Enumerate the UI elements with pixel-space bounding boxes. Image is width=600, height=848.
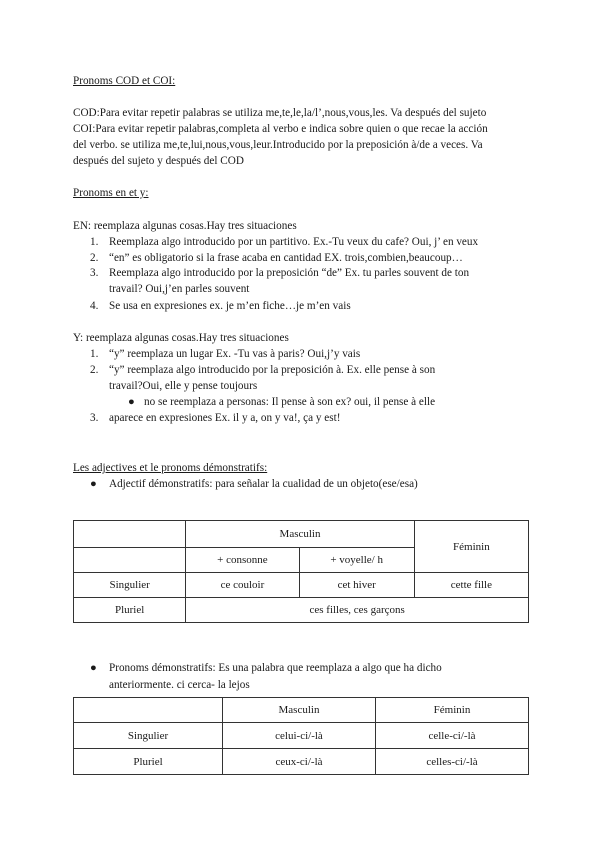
en-item-3-line-1: Reemplaza algo introducido por la preposición “de” Ex. tu parles souvent de ton [109, 267, 470, 279]
cell-ceux: ceux-ci/-là [223, 749, 376, 775]
cell-cet: cet hiver [299, 573, 414, 598]
coi-line-1: COI:Para evitar repetir palabras,completa al verbo e indica sobre quien o que recae la acción [73, 123, 488, 135]
pron-bullet-line-2: anteriormente. ci cerca- la lejos [109, 679, 250, 691]
y-item-3: aparece en expresiones Ex. il y a, on y va!, ça y est! [109, 412, 341, 424]
section-title-cod-coi: Pronoms COD et COI: [73, 75, 176, 87]
en-item-1: Reemplaza algo introducido por un partitivo. Ex.-Tu veux du cafe? Oui, j’ en veux [109, 236, 479, 248]
coi-line-3: después del sujeto y después del COD [73, 155, 244, 167]
bullet-icon: ● [90, 478, 97, 490]
y-item-1: “y” reemplaza un lugar Ex. -Tu vas à paris? Oui,j’y vais [109, 348, 361, 360]
coi-line-2: del verbo. se utiliza me,te,lui,nous,vous,leur.Introducido por la preposición à/de a veces. Va [73, 139, 483, 151]
bullet-icon: ● [128, 396, 135, 408]
cell-celle: celle-ci/-là [376, 723, 529, 749]
en-item-2-number: 2. [90, 252, 99, 264]
y-item-3-number: 3. [90, 412, 99, 424]
en-item-4: Se usa en expresiones ex. je m’en fiche…je m’en vais [109, 300, 351, 312]
en-item-4-number: 4. [90, 300, 99, 312]
row-label-pluriel: Pluriel [74, 598, 186, 623]
y-item-2-line-2: travail?Oui, elle y pense toujours [109, 380, 258, 392]
en-item-3-line-2: travail? Oui,j’en parles souvent [109, 283, 250, 295]
en-item-3-number: 3. [90, 267, 99, 279]
en-item-1-number: 1. [90, 236, 99, 248]
y-subbullet: no se reemplaza a personas: Il pense à son ex? oui, il pense à elle [144, 396, 436, 408]
header-voyelle: + voyelle/ h [299, 548, 414, 573]
pron-bullet-line-1: Pronoms démonstratifs: Es una palabra que reemplaza a algo que ha dicho [109, 662, 442, 674]
y-item-2-line-1: “y” reemplaza algo introducido por la preposición à. Ex. elle pense à son [109, 364, 436, 376]
en-item-2: “en” es obligatorio si la frase acaba en cantidad EX. trois,combien,beaucoup… [109, 252, 463, 264]
cell-celui: celui-ci/-là [223, 723, 376, 749]
header-masculin: Masculin [223, 698, 376, 723]
header-consonne: + consonne [186, 548, 299, 573]
cell-ces: ces filles, ces garçons [186, 598, 529, 623]
header-feminin: Féminin [414, 521, 528, 573]
bullet-icon: ● [90, 662, 97, 674]
empty-cell [74, 548, 186, 573]
empty-cell [74, 521, 186, 548]
y-intro: Y: reemplaza algunas cosas.Hay tres situaciones [73, 332, 289, 344]
section-title-demonstratifs: Les adjectives et le pronoms démonstratifs: [73, 462, 268, 474]
en-intro: EN: reemplaza algunas cosas.Hay tres situaciones [73, 220, 297, 232]
cell-ce: ce couloir [186, 573, 299, 598]
y-item-2-number: 2. [90, 364, 99, 376]
pronom-table [73, 697, 529, 775]
adjectif-table [73, 520, 529, 623]
section-title-en-y: Pronoms en et y: [73, 187, 149, 199]
cell-cette: cette fille [414, 573, 528, 598]
row-label-singulier: Singulier [74, 573, 186, 598]
empty-cell [74, 698, 223, 723]
header-masculin: Masculin [186, 521, 414, 548]
cell-celles: celles-ci/-là [376, 749, 529, 775]
row-label-singulier: Singulier [74, 723, 223, 749]
y-item-1-number: 1. [90, 348, 99, 360]
header-feminin: Féminin [376, 698, 529, 723]
cod-line-1: COD:Para evitar repetir palabras se utiliza me,te,le,la/l’,nous,vous,les. Va después del sujeto [73, 107, 487, 119]
row-label-pluriel: Pluriel [74, 749, 223, 775]
adj-bullet: Adjectif démonstratifs: para señalar la cualidad de un objeto(ese/esa) [109, 478, 418, 490]
